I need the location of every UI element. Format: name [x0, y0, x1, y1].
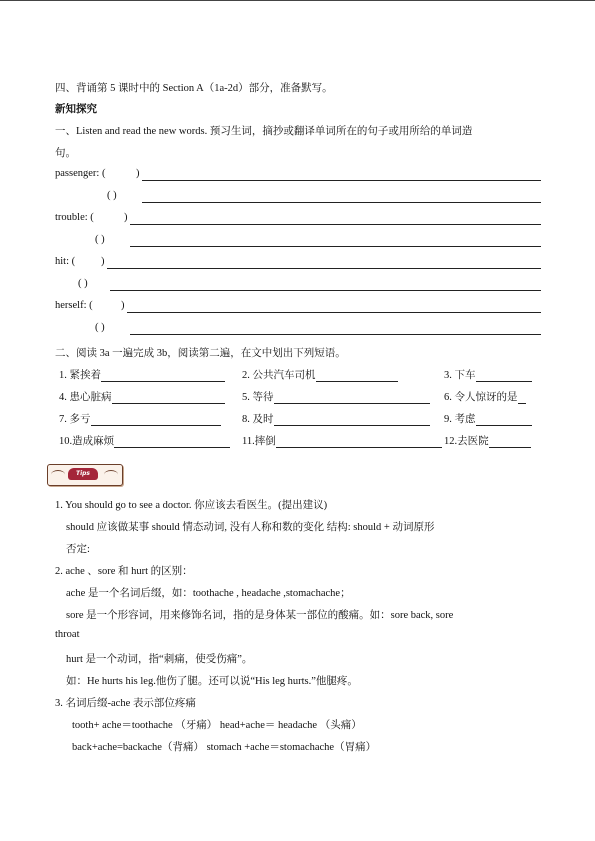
flourish-left-icon: [51, 470, 65, 479]
phrase-answer-line[interactable]: [274, 392, 430, 404]
part1-instruction-line2: 句。: [55, 148, 76, 159]
vocab-answer-line[interactable]: [142, 180, 541, 181]
vocab-answer-line[interactable]: [130, 334, 541, 335]
vocab-paren-pair: ( ): [78, 278, 88, 289]
phrase-label: 9. 考虑: [444, 414, 476, 425]
part1-instruction-line1: 一、Listen and read the new words. 预习生词，摘抄或翻译单词所在的句子或用所给的单词造: [55, 126, 473, 137]
part2-instruction: 二、阅读 3a 一遍完成 3b，阅读第二遍，在文中划出下列短语。: [55, 348, 346, 359]
phrase-answer-line[interactable]: [518, 392, 526, 404]
page-top-border: [0, 0, 595, 1]
phrase-answer-line[interactable]: [101, 370, 225, 382]
phrase-label: 6. 令人惊讶的是: [444, 392, 518, 403]
tip2-title: 2. ache 、sore 和 hurt 的区别：: [55, 566, 193, 577]
tip3-title: 3. 名词后缀-ache 表示部位疼痛: [55, 698, 196, 709]
phrase-item: [242, 389, 430, 404]
tip1-negative: 否定:: [66, 544, 90, 555]
phrase-item: [242, 411, 430, 426]
section-heading: 新知探究: [55, 103, 97, 115]
vocab-answer-line[interactable]: [130, 246, 541, 247]
tip2-ache: ache 是一个名词后缀，如：toothache , headache ,stomachache；: [66, 588, 351, 599]
phrase-answer-line[interactable]: [316, 370, 398, 382]
flourish-right-icon: [104, 470, 118, 479]
vocab-paren-pair: ( ): [95, 234, 105, 245]
phrase-label: 10.造成麻烦: [59, 436, 115, 447]
tips-label: Tips: [68, 468, 98, 480]
vocab-paren-close: ): [136, 168, 140, 179]
vocab-word-label: trouble: (: [55, 212, 94, 223]
phrase-label: 2. 公共汽车司机: [242, 370, 316, 381]
phrase-item: [59, 411, 221, 426]
tip3-row1: tooth+ ache＝toothache （牙痛） head+ache＝ headache （头痛）: [72, 720, 362, 731]
phrase-label: 12.去医院: [444, 436, 489, 447]
tip1-should-usage: should 应该做某事 should 情态动词, 没有人称和数的变化 结构: should + 动词原形: [66, 522, 435, 533]
phrase-item: [59, 367, 225, 382]
vocab-word-label: passenger: (: [55, 168, 106, 179]
phrase-label: 8. 及时: [242, 414, 274, 425]
phrase-answer-line[interactable]: [274, 414, 430, 426]
vocab-paren-close: ): [124, 212, 128, 223]
phrase-answer-line[interactable]: [112, 392, 225, 404]
homework-item-4: 四、背诵第 5 课时中的 Section A（1a-2d）部分，准备默写。: [55, 83, 333, 94]
phrase-answer-line[interactable]: [476, 370, 532, 382]
phrase-answer-line[interactable]: [114, 436, 230, 448]
phrase-label: 5. 等待: [242, 392, 274, 403]
vocab-answer-line[interactable]: [142, 202, 541, 203]
tip2-hurt: hurt 是一个动词，指“刺痛，使受伤痛”。: [66, 654, 253, 665]
phrase-item: [59, 389, 225, 404]
vocab-answer-line[interactable]: [110, 290, 541, 291]
phrase-item: [444, 367, 532, 382]
vocab-answer-line[interactable]: [107, 268, 541, 269]
phrase-label: 7. 多亏: [59, 414, 91, 425]
phrase-label: 1. 紧挨着: [59, 370, 101, 381]
phrase-answer-line[interactable]: [276, 436, 442, 448]
vocab-paren-pair: ( ): [107, 190, 117, 201]
phrase-label: 11.摔倒: [242, 436, 276, 447]
phrase-label: 3. 下车: [444, 370, 476, 381]
tip3-row2: back+ache=backache（背痛） stomach +ache＝stomachache（胃痛）: [72, 742, 377, 753]
vocab-answer-line[interactable]: [130, 224, 541, 225]
phrase-label: 4. 患心脏病: [59, 392, 112, 403]
tip2-example: 如：He hurts his leg.他伤了腿。还可以说“His leg hurts.”他腿疼。: [66, 676, 358, 687]
phrase-answer-line[interactable]: [91, 414, 221, 426]
vocab-paren-pair: ( ): [95, 322, 105, 333]
phrase-item: [242, 367, 398, 382]
phrase-item: [242, 433, 442, 448]
phrase-item: [444, 389, 526, 404]
phrase-item: [444, 411, 532, 426]
vocab-word-label: hit: (: [55, 256, 76, 267]
vocab-paren-close: ): [121, 300, 125, 311]
phrase-answer-line[interactable]: [476, 414, 532, 426]
tips-badge: [47, 464, 123, 486]
tip2-sore: sore 是一个形容词，用来修饰名词，指的是身体某一部位的酸痛。如：sore back, sore: [66, 610, 454, 621]
phrase-answer-line[interactable]: [489, 436, 531, 448]
vocab-answer-line[interactable]: [127, 312, 541, 313]
tip1-title: 1. You should go to see a doctor. 你应该去看医生。(提出建议): [55, 500, 328, 511]
vocab-paren-close: ): [101, 256, 105, 267]
tip2-sore-cont: throat: [55, 629, 80, 640]
vocab-word-label: herself: (: [55, 300, 93, 311]
phrase-item: [59, 433, 230, 448]
phrase-item: [444, 433, 531, 448]
